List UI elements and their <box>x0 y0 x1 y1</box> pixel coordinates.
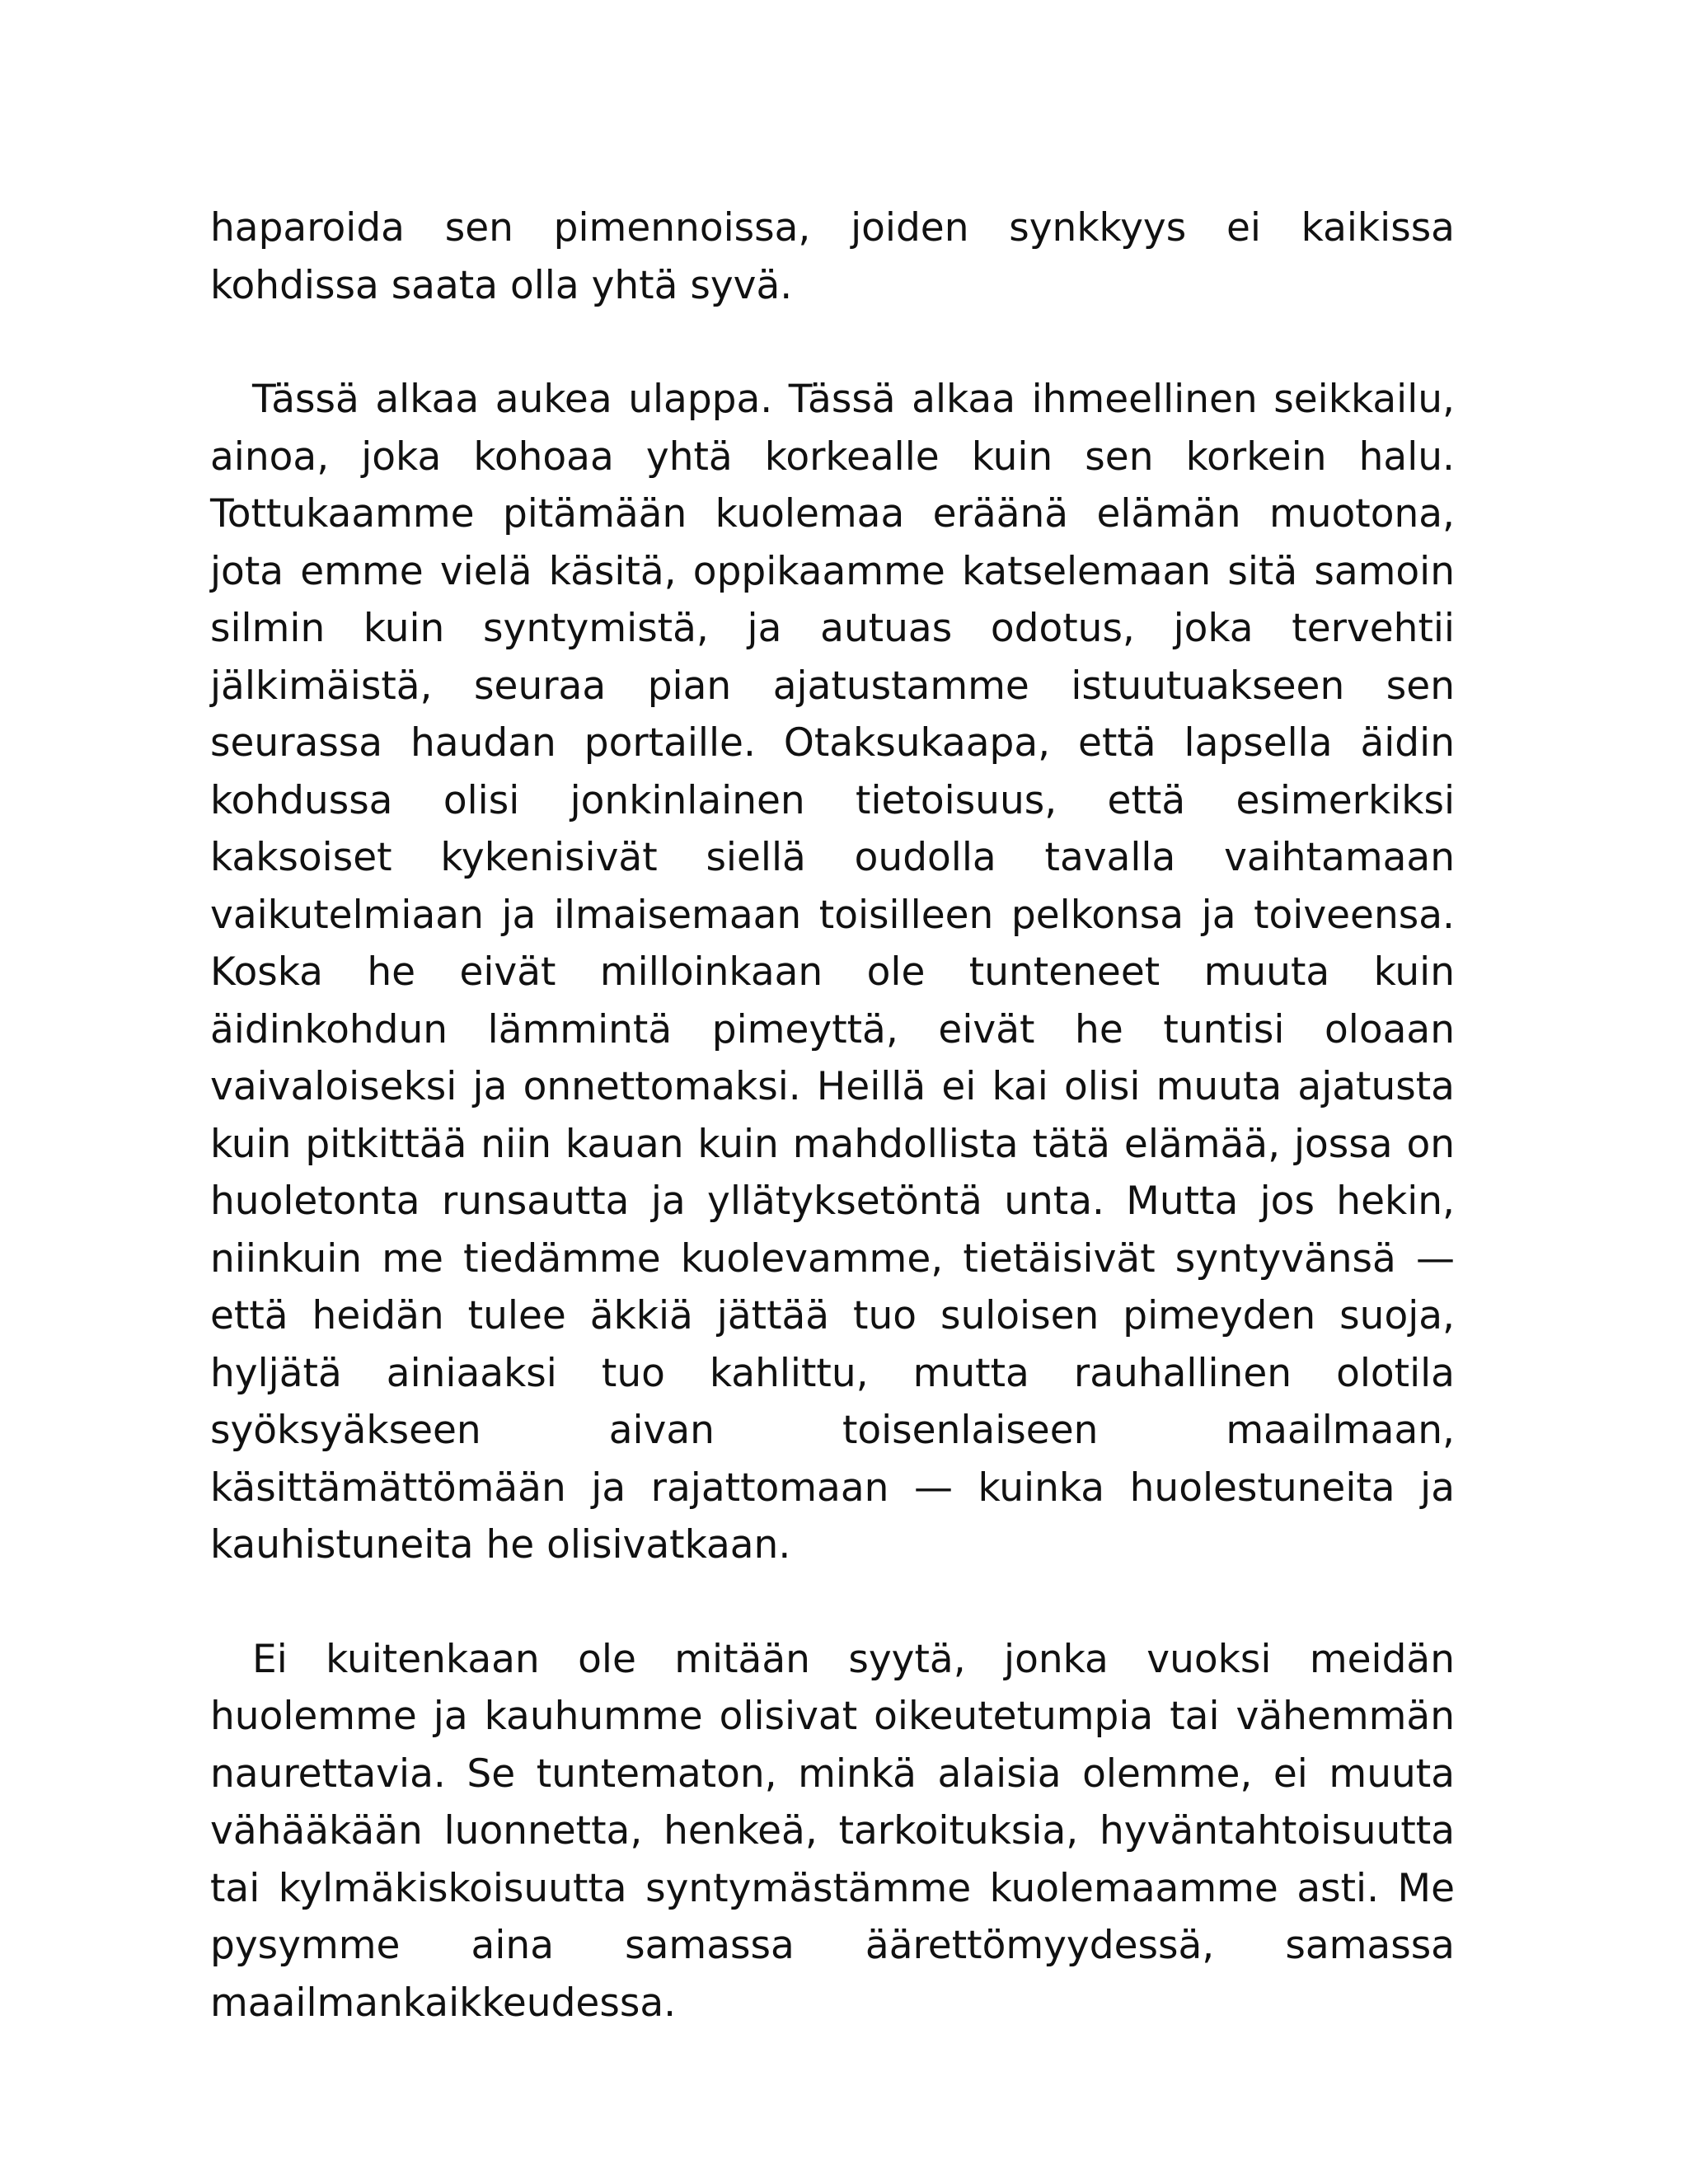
paragraph: Tässä alkaa aukea ulappa. Tässä alkaa ihmeellinen seikkailu, ainoa, joka kohoaa yhtä korkealle kuin sen korkein halu. Tottukaamme pitämään kuolemaa eräänä elämän muotona, jota emme vielä käsitä, oppikaamme katselemaan sitä samoin silmin kuin syntymistä, ja autuas odotus, joka tervehtii jälkimäistä, seuraa pian ajatustamme istuutuakseen sen seurassa haudan portaille. Otaksukaapa, että lapsella äidin kohdussa olisi jonkinlainen tietoisuus, että esimerkiksi kaksoiset kykenisivät siellä oudolla tavalla vaihtamaan vaikutelmiaan ja ilmaisemaan toisilleen pelkonsa ja toiveensa. Koska he eivät milloinkaan ole tunteneet muuta kuin äidinkohdun lämmintä pimeyttä, eivät he tuntisi oloaan vaivaloiseksi ja onnettomaksi. Heillä ei kai olisi muuta ajatusta kuin pitkittää niin kauan kuin mahdollista tätä elämää, jossa on huoletonta runsautta ja yllätyksetöntä unta. Mutta jos hekin, niinkuin me tiedämme kuolevamme, tietäisivät syntyvänsä — että heidän tulee äkkiä jättää tuo suloisen pimeyden suoja, hyljätä ainiaaksi tuo kahlittu, mutta rauhallinen olotila syöksyäkseen aivan toisenlaiseen maailmaan, käsittämättömään ja rajattomaan — kuinka huolestuneita ja kauhistuneita he olisivatkaan. <box>210 377 1455 1568</box>
paragraph: Ei kuitenkaan ole mitään syytä, jonka vuoksi meidän huolemme ja kauhumme olisivat oikeutetumpia tai vähemmän naurettavia. Se tuntematon, minkä alaisia olemme, ei muuta vähääkään luonnetta, henkeä, tarkoituksia, hyväntahtoisuutta tai kylmäkiskoisuutta syntymästämme kuolemaamme asti. Me pysymme aina samassa äärettömyydessä, samassa maailmankaikkeudessa. <box>210 1636 1455 2026</box>
body-text <box>210 199 1455 2032</box>
paragraph-continued: haparoida sen pimennoissa, joiden synkkyys ei kaikissa kohdissa saata olla yhtä syvä. <box>210 205 1455 308</box>
